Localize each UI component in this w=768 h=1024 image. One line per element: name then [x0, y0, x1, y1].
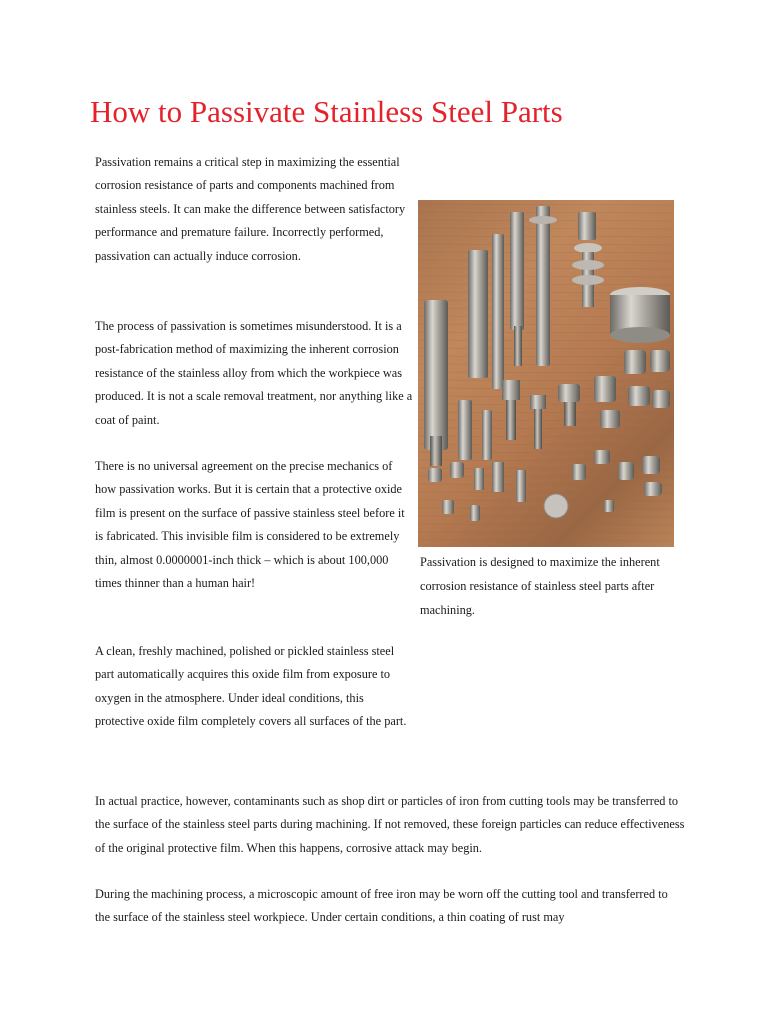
paragraph-6: During the machining process, a microscopic amount of free iron may be worn off the cutting tool and transferred to the surface of the stainless steel workpiece. Under certain conditions, a thin coating of rust may — [95, 887, 668, 925]
paragraph-2: The process of passivation is sometimes misunderstood. It is a post-fabrication method of maximizing the inherent corrosion resistance of the stainless alloy from which the workpiece was produced. It is not a scale removal treatment, nor anything like a coat of paint. — [95, 319, 413, 427]
page-title: How to Passivate Stainless Steel Parts — [90, 94, 563, 129]
paragraph-5: In actual practice, however, contaminants such as shop dirt or particles of iron from cutting tools may be transferred to the surface of the stainless steel parts during machining. If not removed, these foreign particles can reduce effectiveness of the original protective film. When this happens, corrosive attack may begin. — [95, 794, 685, 855]
figure-caption: Passivation is designed to maximize the inherent corrosion resistance of stainless steel parts after machining. — [420, 555, 660, 617]
machined-parts-photo — [418, 200, 674, 547]
machined-parts-illustration — [418, 200, 674, 547]
paragraph-3: There is no universal agreement on the precise mechanics of how passivation works. But it is certain that a protective oxide film is present on the surface of passive stainless steel before it is fabricated. This invisible film is considered to be extremely thin, almost 0.0000001-inch thick – which is about 100,000 times thinner than a human hair! — [95, 459, 405, 591]
paragraph-4: A clean, freshly machined, polished or pickled stainless steel part automatically acquires this oxide film from exposure to oxygen in the atmosphere. Under ideal conditions, this protective oxide film completely covers all surfaces of the part. — [95, 644, 407, 729]
paragraph-1: Passivation remains a critical step in maximizing the essential corrosion resistance of parts and components machined from stainless steels. It can make the difference between satisfactory performance and premature failure. Incorrectly performed, passivation can actually induce corrosion. — [95, 155, 406, 263]
